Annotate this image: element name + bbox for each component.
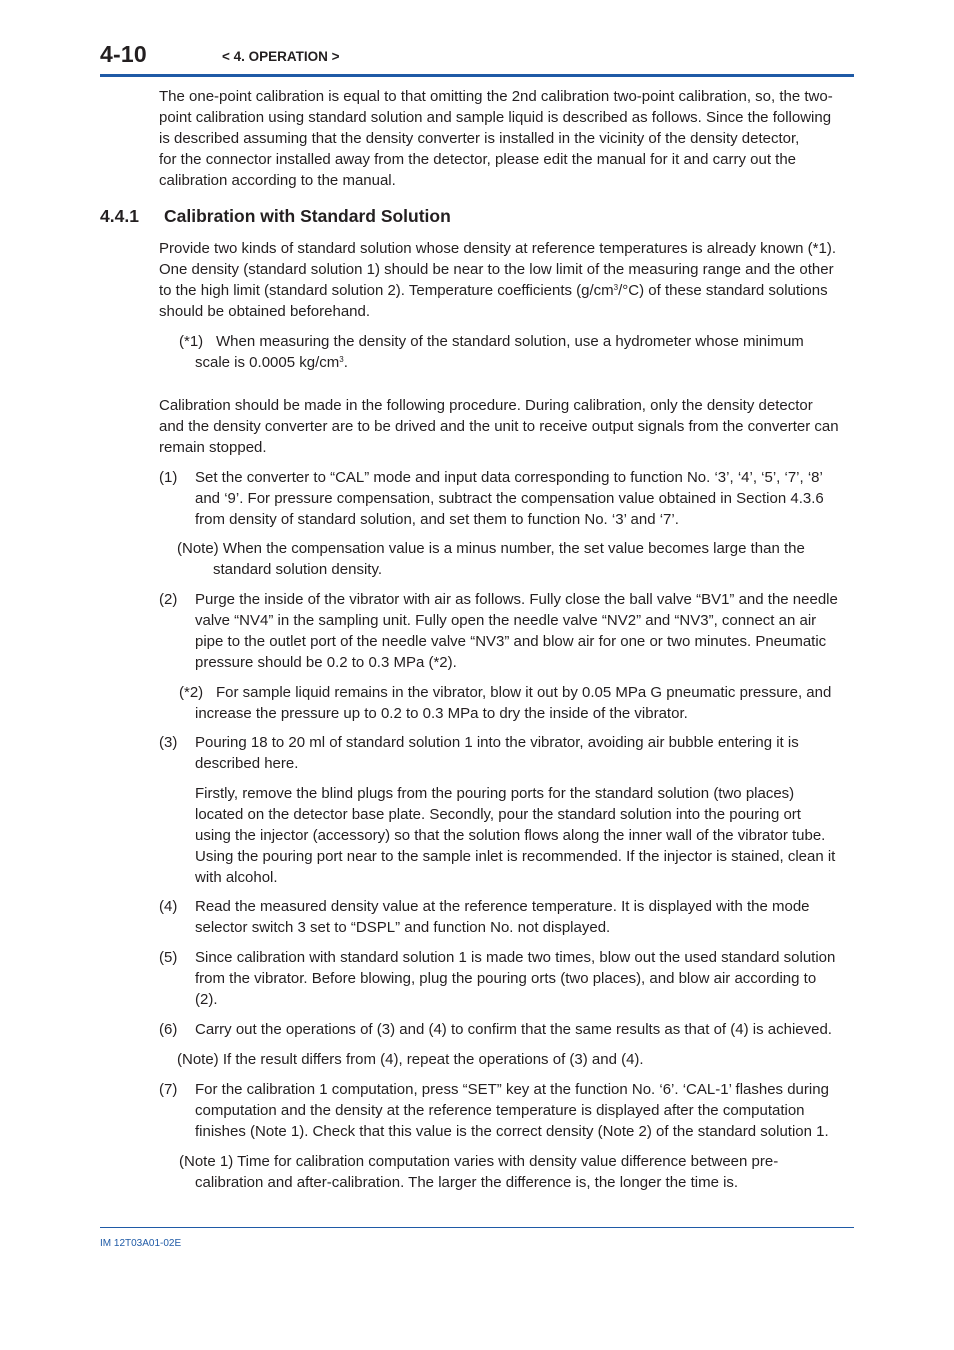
- text-line: Pouring 18 to 20 ml of standard solution 1 into the vibrator, avoiding air bubble entering it is: [195, 734, 799, 751]
- footnote-2: [179, 682, 859, 724]
- note-step-7: [179, 1151, 859, 1193]
- text-line: Calibration should be made in the following procedure. During calibration, only the density detector: [159, 397, 813, 414]
- text-line: When measuring the density of the standard solution, use a hydrometer whose minimum: [216, 333, 804, 350]
- text-line: finishes (Note 1). Check that this value is the correct density (Note 2) of the standard solution 1.: [195, 1123, 829, 1140]
- text-line: point calibration using standard solution and sample liquid is described as follows. Since the following: [159, 109, 832, 126]
- text-line: computation and the density at the reference temperature is displayed after the computation: [195, 1102, 805, 1119]
- superscript: 3: [339, 355, 344, 364]
- footer-rule: [100, 1227, 854, 1228]
- note-step-6: [177, 1049, 857, 1070]
- text-line: valve “NV4” in the sampling unit. Fully open the needle valve “NV2” and “NV3”, connect an air: [195, 612, 817, 629]
- step-label: (4): [159, 898, 178, 915]
- step-7: [159, 1079, 859, 1142]
- note-step-1: [177, 538, 857, 580]
- text-line: (Note) When the compensation value is a minus number, the set value becomes large than the: [177, 540, 805, 557]
- text-line: using the injector (accessory) so that the solution flows along the inner wall of the vibrator tube.: [195, 827, 826, 844]
- text-line: (2).: [195, 991, 218, 1008]
- text-line: selector switch 3 set to “DSPL” and function No. not displayed.: [195, 919, 611, 936]
- text-line: For the calibration 1 computation, press “SET” key at the function No. ‘6’. ‘CAL-1’ flashes during: [195, 1081, 829, 1098]
- document-id: IM 12T03A01-02E: [100, 1238, 182, 1249]
- step-1: [159, 467, 859, 530]
- text-line: is described assuming that the density converter is installed in the vicinity of the density detector,: [159, 130, 800, 147]
- step-3: [159, 732, 859, 774]
- text-fragment: /°C) of these standard solutions: [618, 282, 828, 299]
- step-label: (1): [159, 469, 178, 486]
- text-line: One density (standard solution 1) should be near to the low limit of the measuring range and the other: [159, 261, 834, 278]
- text-line: for the connector installed away from the detector, please edit the manual for it and carry out the: [159, 151, 797, 168]
- section-tag: < 4. OPERATION >: [222, 49, 340, 64]
- text-line: [159, 280, 859, 301]
- text-line: (Note) If the result differs from (4), repeat the operations of (3) and (4).: [177, 1051, 644, 1068]
- page-number: 4-10: [100, 41, 147, 67]
- step-3-detail: [195, 783, 859, 888]
- text-line: described here.: [195, 755, 299, 772]
- text-line: should be obtained beforehand.: [159, 303, 371, 320]
- standard-solution-paragraph: [159, 238, 859, 322]
- section-title: Calibration with Standard Solution: [164, 206, 451, 226]
- step-4: [159, 896, 859, 938]
- text-line: (Note 1) Time for calibration computation varies with density value difference between pre-: [179, 1153, 779, 1170]
- text-line: Provide two kinds of standard solution whose density at reference temperatures is already known (*1).: [159, 240, 837, 257]
- text-fragment: .: [343, 354, 348, 371]
- step-label: (3): [159, 734, 178, 751]
- step-label: (6): [159, 1021, 178, 1038]
- text-line: Set the converter to “CAL” mode and input data corresponding to function No. ‘3’, ‘4’, ‘5’, ‘7’, ‘8’: [195, 469, 823, 486]
- footnote-label: (*1): [179, 333, 204, 350]
- text-line: Read the measured density value at the reference temperature. It is displayed with the mode: [195, 898, 810, 915]
- superscript: 3: [613, 283, 619, 292]
- step-6: [159, 1019, 859, 1040]
- text-fragment: to the high limit (standard solution 2). Temperature coefficients (g/cm: [159, 282, 614, 299]
- step-label: (7): [159, 1081, 178, 1098]
- step-2: [159, 589, 859, 673]
- text-line: For sample liquid remains in the vibrator, blow it out by 0.05 MPa G pneumatic pressure, and: [216, 684, 832, 701]
- step-label: (2): [159, 591, 178, 608]
- text-line: from the vibrator. Before blowing, plug the pouring orts (two places), and blow air according to: [195, 970, 817, 987]
- text-line: The one-point calibration is equal to that omitting the 2nd calibration two-point calibration, so, the two-: [159, 88, 833, 105]
- text-line: pressure should be 0.2 to 0.3 MPa (*2).: [195, 654, 457, 671]
- text-line: Since calibration with standard solution 1 is made two times, blow out the used standard solution: [195, 949, 836, 966]
- text-line: Using the pouring port near to the sample inlet is recommended. If the injector is stained, clean it: [195, 848, 836, 865]
- header-rule: [100, 74, 854, 77]
- text-line: located on the detector base plate. Secondly, pour the standard solution into the pouring ort: [195, 806, 801, 823]
- section-heading: [100, 206, 451, 227]
- text-line: [179, 352, 859, 373]
- step-5: [159, 947, 859, 1010]
- intro-paragraph: [159, 86, 859, 191]
- text-fragment: scale is 0.0005 kg/cm: [195, 354, 340, 371]
- footnote-label: (*2): [179, 684, 204, 701]
- procedure-intro-paragraph: [159, 395, 859, 458]
- section-number: 4.4.1: [100, 206, 139, 226]
- text-line: Firstly, remove the blind plugs from the pouring ports for the standard solution (two places): [195, 785, 795, 802]
- text-line: and the density converter are to be drived and the unit to receive output signals from the converter can: [159, 418, 839, 435]
- text-line: pipe to the outlet port of the needle valve “NV3” and blow air for one or two minutes. Pneumatic: [195, 633, 827, 650]
- text-line: Purge the inside of the vibrator with air as follows. Fully close the ball valve “BV1” and the needle: [195, 591, 838, 608]
- text-line: standard solution density.: [213, 561, 382, 578]
- text-line: calibration according to the manual.: [159, 172, 396, 189]
- footnote-1: [179, 331, 859, 373]
- text-line: with alcohol.: [195, 869, 278, 886]
- text-line: from density of standard solution, and set them to function No. ‘3’ and ‘7’.: [195, 511, 679, 528]
- text-line: calibration and after-calibration. The larger the difference is, the longer the time is.: [195, 1174, 739, 1191]
- text-line: and ‘9’. For pressure compensation, subtract the compensation value obtained in Section 4.3.6: [195, 490, 824, 507]
- text-line: remain stopped.: [159, 439, 267, 456]
- text-line: increase the pressure up to 0.2 to 0.3 MPa to dry the inside of the vibrator.: [195, 705, 688, 722]
- text-line: Carry out the operations of (3) and (4) to confirm that the same results as that of (4) is achieved.: [195, 1021, 832, 1038]
- step-label: (5): [159, 949, 178, 966]
